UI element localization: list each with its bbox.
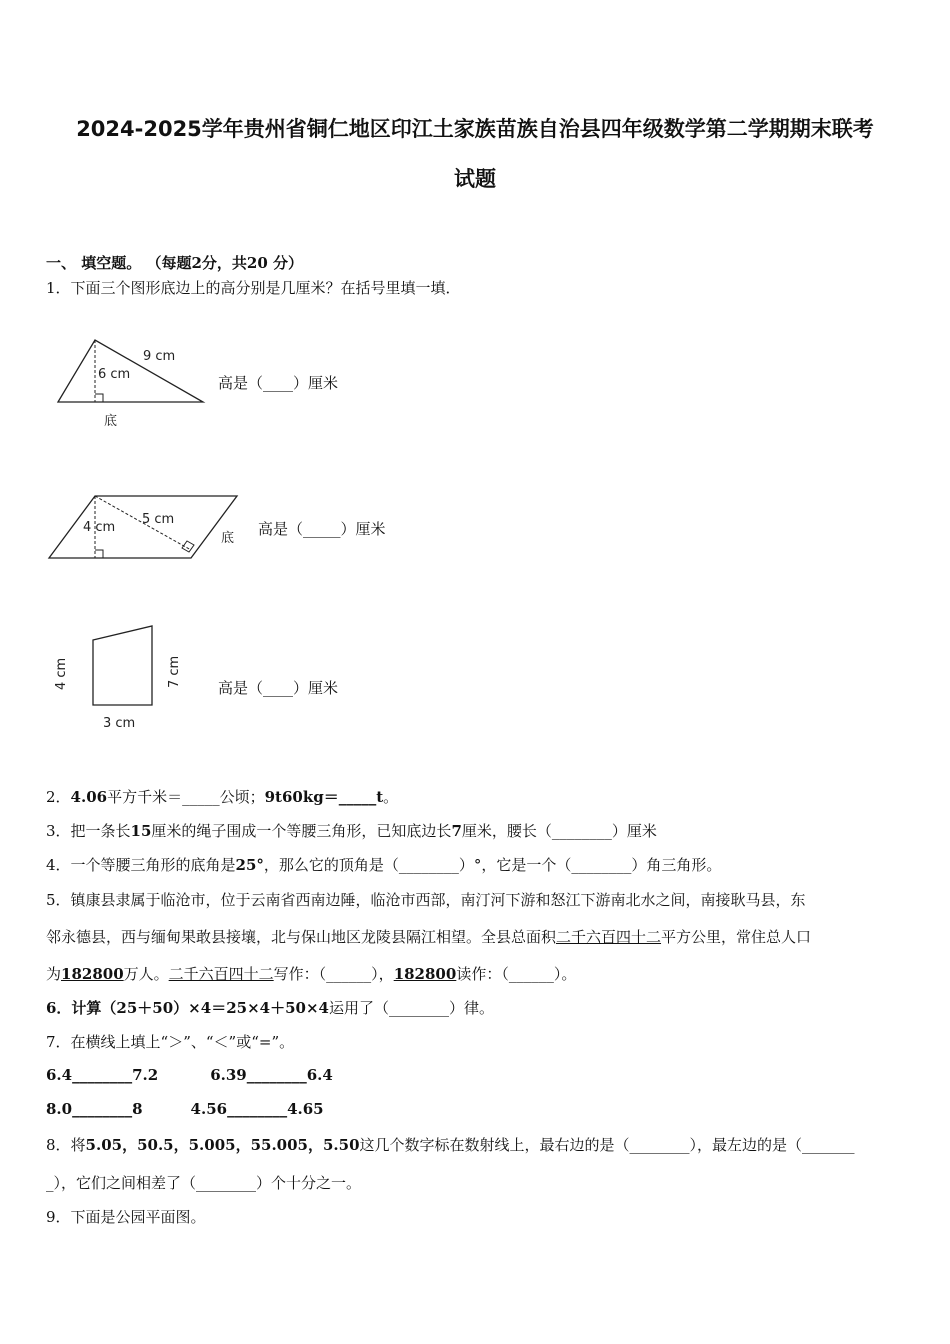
base-label: 底: [221, 531, 235, 546]
compare-row-1: 6.4________7.2 6.39________6.4: [46, 1066, 333, 1084]
answer-fig3: 高是（____）厘米: [218, 679, 339, 697]
question-9: 9．下面是公园平面图。: [46, 1208, 206, 1226]
question-6: 6．计算（25＋50）×4＝25×4＋50×4运用了（________）律。: [46, 999, 494, 1017]
side-label: 4 cm: [83, 520, 116, 535]
question-4: 4．一个等腰三角形的底角是25°，那么它的顶角是（________）°，它是一个（________）角三角形。: [46, 856, 722, 874]
trapezoid-figure: [45, 620, 195, 735]
height-label: 6 cm: [98, 367, 131, 382]
parallelogram-figure: [45, 490, 255, 565]
question-5-line1: 5．镇康县隶属于临沧市，位于云南省西南边陲，临沧市西部，南汀河下游和怒江下游南北水之间，南接耿马县，东: [46, 891, 806, 909]
hyp-label: 9 cm: [143, 349, 176, 364]
compare-row-2: 8.0________8 4.56________4.65: [46, 1100, 324, 1118]
diag-label: 5 cm: [142, 512, 175, 527]
question-7: 7．在横线上填上“＞”、“＜”或“=”。: [46, 1033, 295, 1051]
triangle-figure: [50, 330, 220, 435]
section-heading: 一、 填空题。 （每题2分，共20 分）: [46, 254, 303, 272]
question-5-line3: 为182800万人。二千六百四十二写作：（______），182800读作：（______）。: [46, 965, 577, 983]
question-8-line1: 8．将5.05，50.5，5.005，55.005，5.50这几个数字标在数射线上，最右边的是（________），最左边的是（_______: [46, 1136, 855, 1154]
question-3: 3．把一条长15厘米的绳子围成一个等腰三角形，已知底边长7厘米，腰长（________）厘米: [46, 822, 657, 840]
right-label: 7 cm: [167, 655, 182, 688]
question-5-line2: 邻永德县，西与缅甸果敢县接壤，北与保山地区龙陵县隔江相望。全县总面积二千六百四十二平方公里，常住总人口: [46, 928, 812, 946]
bottom-label: 3 cm: [103, 716, 136, 731]
document-title: 2024-2025学年贵州省铜仁地区印江土家族苗族自治县四年级数学第二学期期末联考: [76, 117, 874, 141]
left-label: 4 cm: [54, 657, 69, 690]
base-label: 底: [104, 414, 118, 429]
question-1: 1．下面三个图形底边上的高分别是几厘米？在括号里填一填．: [46, 279, 461, 297]
answer-fig2: 高是（_____）厘米: [258, 520, 386, 538]
document-title-line2: 试题: [454, 167, 496, 191]
answer-fig1: 高是（____）厘米: [218, 374, 339, 392]
question-2: 2．4.06平方千米＝_____公顷；9t60kg＝_____t。: [46, 788, 399, 806]
question-8-line2: _），它们之间相差了（________）个十分之一。: [46, 1174, 362, 1192]
